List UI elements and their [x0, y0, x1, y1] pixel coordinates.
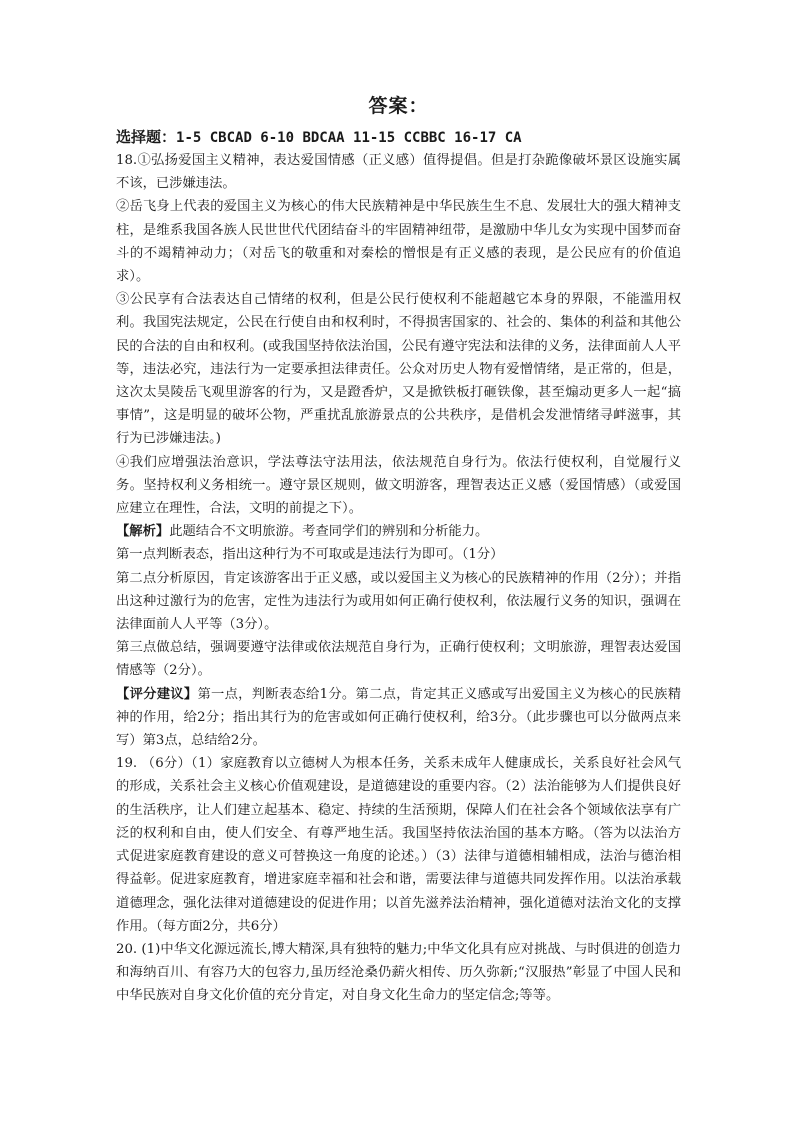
q18-analysis — [116, 520, 681, 543]
q18-step-1: 第一点判断表态，指出这种行为不可取或是违法行为即可。（1分） — [116, 547, 504, 563]
scoring-tag: 【评分建议】 — [116, 686, 198, 702]
analysis-tag: 【解析】 — [116, 524, 170, 540]
multiple-choice-key: 1-5 CBCAD 6-10 BDCAA 11-15 CCBBC 16-17 CA — [176, 130, 522, 146]
answer-sheet — [116, 92, 681, 1008]
q18-point-1: 18.①弘扬爱国主义精神，表达爱国情感（正义感）值得提倡。但是打杂跪像破坏景区设施实属不该，已涉嫌违法。 — [116, 153, 681, 192]
q18-step-2: 第二点分析原因，肯定该游客出于正义感，或以爱国主义为核心的民族精神的作用（2分）；并指出这种过激行为的危害，定性为违法行为或用如何正确行使权利，依法履行义务的知识，强调在法律面前人人平等（3分）。 — [116, 570, 681, 633]
q18-scoring — [116, 683, 681, 753]
page-title: 答案： — [368, 95, 429, 117]
q18-step-3: 第三点做总结，强调要遵守法律或依法规范自身行为，正确行使权利；文明旅游，理智表达爱国情感等（2分）。 — [116, 640, 681, 679]
multiple-choice-answers — [116, 126, 681, 149]
q20-answer: 20. (1)中华文化源远流长,博大精深,具有独特的魅力;中华文化具有应对挑战、与时俱进的创造力和海纳百川、有容乃大的包容力,虽历经沧桑仍薪火相传、历久弥新;“汉服热”彰显了中国人民和中华民族对自身文化价值的充分肯定，对自身文化生命力的坚定信念;等等。 — [116, 941, 681, 1004]
q18-point-2: ②岳飞身上代表的爱国主义为核心的伟大民族精神是中华民族生生不息、发展壮大的强大精神支柱，是维系我国各族人民世世代代团结奋斗的牢固精神纽带，是激励中华儿女为实现中国梦而奋斗的不竭精神动力；（对岳飞的敬重和对秦桧的憎恨是有正义感的表现，是公民应有的价值追求）。 — [116, 199, 681, 285]
q18-point-4: ④我们应增强法治意识，学法尊法守法用法，依法规范自身行为。依法行使权利，自觉履行义务。坚持权利义务相统一。遵守景区规则，做文明游客，理智表达正义感（爱国情感）（或爱国应建立在理性，合法，文明的前提之下）。 — [116, 454, 681, 517]
q19-answer: 19. （6分）（1）家庭教育以立德树人为根本任务，关系未成年人健康成长，关系良好社会风气的形成，关系社会主义核心价值观建设，是道德建设的重要内容。（2）法治能够为人们提供良好的生活秩序，让人们建立起基本、稳定、持续的生活预期，保障人们在社会各个领域依法享有广泛的权利和自由，使人们安全、有尊严地生活。我国坚持依法治国的基本方略。（答为以法治方式促进家庭教育建设的意义可替换这一角度的论述。）（3）法律与道德相辅相成，法治与德治相得益彰。促进家庭教育，增进家庭幸福和社会和谐，需要法律与道德共同发挥作用。以法治承载道德理念，强化法律对道德建设的促进作用；以首先滋养法治精神，强化道德对法治文化的支撑作用。（每方面2分，共6分） — [116, 756, 681, 934]
multiple-choice-label: 选择题： — [116, 128, 177, 146]
analysis-text: 此题结合不文明旅游。考查同学们的辨别和分析能力。 — [169, 524, 489, 540]
q18-point-3: ③公民享有合法表达自己情绪的权利，但是公民行使权利不能超越它本身的界限，不能滥用权利。我国宪法规定，公民在行使自由和权利时，不得损害国家的、社会的、集体的利益和其他公民的合法的自由和权利。(或我国坚持依法治国，公民有遵守宪法和法律的义务，法律面前人人平等，违法必究，违法行为一定要承担法律责任。公众对历史人物有爱憎情绪，是正常的，但是，这次太昊陵岳飞观里游客的行为，又是蹬香炉，又是掀铁板打砸铁像，甚至煽动更多人一起“搞事情”，这是明显的破坏公物，严重扰乱旅游景点的公共秩序，是借机会发泄情绪寻衅滋事，其行为已涉嫌违法。) — [116, 292, 681, 447]
scoring-text: 第一点，判断表态给1分。第二点，肯定其正义感或写出爱国主义为核心的民族精神的作用，给2分；指出其行为的危害或如何正确行使权利，给3分。（此步骤也可以分做两点来写）第3点，总结给2分。 — [116, 686, 681, 749]
